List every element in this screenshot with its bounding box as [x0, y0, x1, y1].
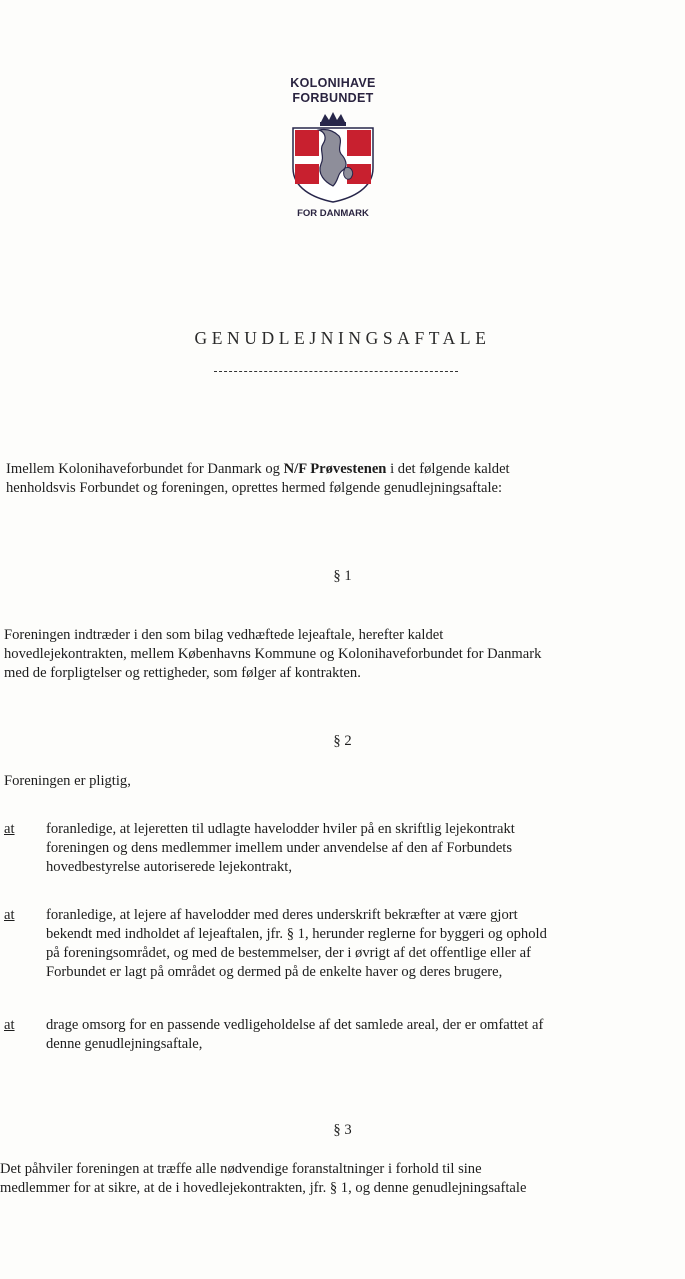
- section-3-heading: § 3: [333, 1122, 352, 1138]
- item-line: drage omsorg for en passende vedligeholdelse af det samlede areal, der er omfattet af: [46, 1017, 544, 1033]
- item-line: hovedbestyrelse autoriserede lejekontrakt,: [46, 859, 292, 875]
- item-marker: at: [4, 821, 15, 837]
- section-1-heading: § 1: [333, 568, 352, 584]
- intro-line-1-b: i det følgende kaldet: [386, 461, 510, 477]
- item-line: denne genudlejningsaftale,: [46, 1036, 203, 1052]
- item-text: [46, 906, 547, 982]
- title-underline: [214, 371, 458, 372]
- item-text: [46, 1016, 543, 1054]
- crown-icon: [320, 112, 346, 126]
- s1-line: med de forpligtelser og rettigheder, som følger af kontrakten.: [4, 665, 361, 681]
- logo-emblem-icon: [289, 108, 377, 204]
- organization-logo: [268, 76, 398, 219]
- logo-text-line1: KOLONIHAVE: [290, 76, 376, 90]
- item-line: foreningen og dens medlemmer imellem under anvendelse af den af Forbundets: [46, 840, 513, 856]
- document-title: GENUDLEJNINGSAFTALE: [194, 328, 491, 348]
- intro-line-2: henholdsvis Forbundet og foreningen, oprettes hermed følgende genudlejningsaftale:: [6, 480, 503, 496]
- s1-line: hovedlejekontrakten, mellem Københavns Kommune og Kolonihaveforbundet for Danmark: [4, 646, 542, 662]
- intro-line-1-a: Imellem Kolonihaveforbundet for Danmark og: [6, 461, 284, 477]
- item-line: på foreningsområdet, og med de bestemmelser, der i øvrigt af det offentlige eller af: [46, 945, 532, 961]
- item-line: foranledige, at lejeretten til udlagte havelodder hviler på en skriftlig lejekontrakt: [46, 821, 515, 837]
- s3-line: Det påhviler foreningen at træffe alle nødvendige foranstaltninger i forhold til sine: [0, 1161, 482, 1177]
- s1-line: Foreningen indtræder i den som bilag vedhæftede lejeaftale, herefter kaldet: [4, 627, 444, 643]
- intro-paragraph: [6, 460, 510, 498]
- logo-text-line2: FORBUNDET: [292, 91, 374, 105]
- item-text: [46, 820, 515, 877]
- item-line: bekendt med indholdet af lejeaftalen, jfr. § 1, herunder reglerne for byggeri og ophold: [46, 926, 547, 942]
- item-line: foranledige, at lejere af havelodder med deres underskrift bekræfter at være gjort: [46, 907, 518, 923]
- logo-text-line3: FOR DANMARK: [297, 208, 369, 219]
- section-2-lead: Foreningen er pligtig,: [4, 773, 131, 789]
- section-3-text: [0, 1160, 526, 1198]
- section-2-heading: § 2: [333, 733, 352, 749]
- item-line: Forbundet er lagt på området og dermed på de enkelte haver og deres brugere,: [46, 964, 503, 980]
- intro-line-1: [6, 460, 510, 479]
- item-marker: at: [4, 907, 15, 923]
- s3-line: medlemmer for at sikre, at de i hovedlejekontrakten, jfr. § 1, og denne genudlejningsaftale: [0, 1180, 527, 1196]
- section-1-text: [4, 626, 541, 683]
- item-marker: at: [4, 1017, 15, 1033]
- association-name: N/F Prøvestenen: [283, 461, 387, 477]
